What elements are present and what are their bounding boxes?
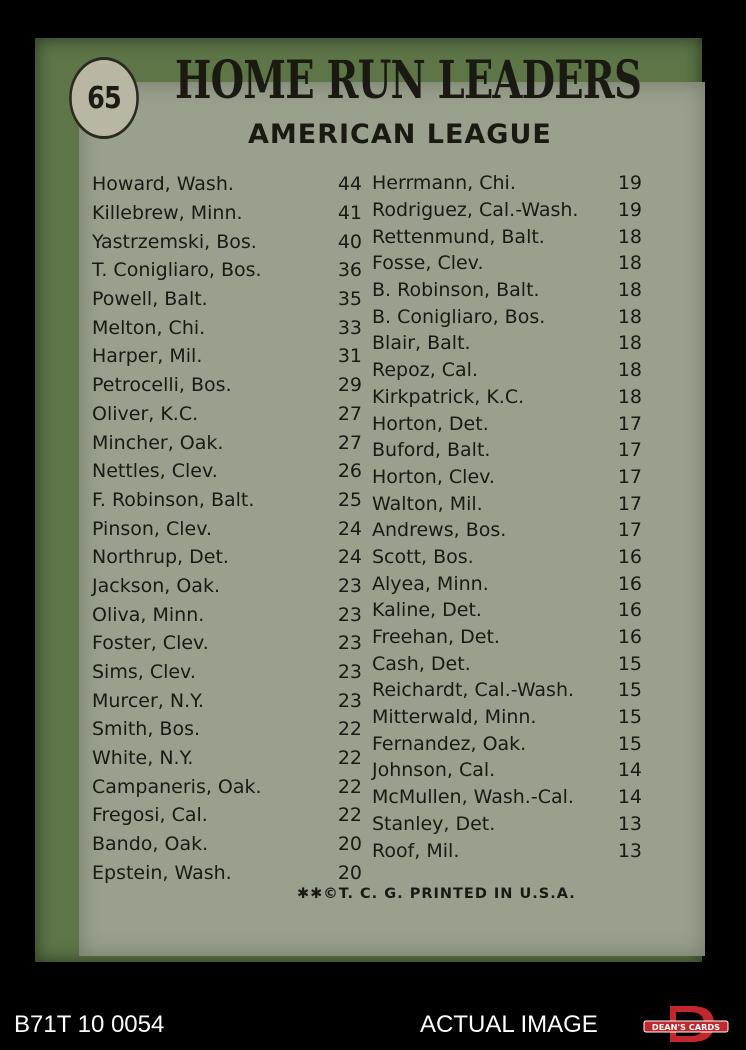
leader-row: [92, 400, 362, 429]
player-name: Oliva, Minn.: [92, 603, 205, 626]
leader-row: [372, 437, 642, 464]
leader-row: [372, 837, 642, 864]
player-name: Fregosi, Cal.: [92, 804, 208, 827]
card-number-badge: [69, 57, 139, 139]
player-name: B. Conigliaro, Bos.: [372, 305, 546, 328]
player-name: Bando, Oak.: [92, 833, 209, 856]
catalog-id: B71T 10 0054: [14, 1011, 165, 1038]
player-name: Fosse, Clev.: [372, 252, 484, 275]
player-name: Yastrzemski, Bos.: [92, 230, 257, 253]
home-run-count: 23: [337, 661, 362, 684]
leader-row: [372, 464, 642, 491]
home-run-count: 24: [337, 517, 362, 540]
home-run-count: 27: [337, 402, 362, 425]
leader-row: [372, 544, 642, 571]
home-run-count: 18: [617, 305, 642, 328]
leader-row: [92, 199, 362, 228]
home-run-count: 20: [337, 861, 362, 884]
home-run-count: 18: [617, 385, 642, 408]
home-run-count: 15: [617, 652, 642, 675]
home-run-count: 13: [617, 839, 642, 862]
home-run-count: 31: [337, 345, 362, 368]
leader-row: [92, 543, 362, 572]
right-leaders-column: [372, 170, 642, 864]
home-run-count: 20: [337, 833, 362, 856]
home-run-count: 17: [617, 465, 642, 488]
player-name: Jackson, Oak.: [92, 574, 220, 597]
home-run-count: 22: [337, 747, 362, 770]
leader-row: [372, 730, 642, 757]
home-run-count: 18: [617, 252, 642, 275]
home-run-count: 14: [617, 759, 642, 782]
leader-row: [372, 490, 642, 517]
leader-row: [372, 597, 642, 624]
home-run-count: 16: [617, 545, 642, 568]
home-run-count: 15: [617, 706, 642, 729]
home-run-count: 16: [617, 572, 642, 595]
player-name: White, N.Y.: [92, 747, 194, 770]
leader-row: [92, 514, 362, 543]
home-run-count: 17: [617, 519, 642, 542]
deans-cards-logo: [640, 1004, 732, 1044]
leader-row: [92, 256, 362, 285]
home-run-count: 23: [337, 603, 362, 626]
player-name: Cash, Det.: [372, 652, 471, 675]
home-run-count: 22: [337, 718, 362, 741]
home-run-count: 14: [617, 786, 642, 809]
dealer-logo-text: DEAN'S CARDS: [651, 1021, 721, 1032]
player-name: Blair, Balt.: [372, 332, 471, 355]
player-name: Sims, Clev.: [92, 661, 196, 684]
home-run-count: 16: [617, 626, 642, 649]
leader-row: [372, 330, 642, 357]
card-number: 65: [87, 80, 121, 116]
leader-row: [92, 457, 362, 486]
leader-row: [92, 830, 362, 859]
player-name: Northrup, Det.: [92, 546, 229, 569]
home-run-count: 15: [617, 732, 642, 755]
player-name: Pinson, Clev.: [92, 517, 213, 540]
player-name: Freehan, Det.: [372, 626, 500, 649]
home-run-count: 44: [337, 173, 362, 196]
leader-row: [372, 784, 642, 811]
player-name: Horton, Clev.: [372, 465, 495, 488]
player-name: Campaneris, Oak.: [92, 775, 262, 798]
home-run-count: 18: [617, 359, 642, 382]
home-run-count: 33: [337, 316, 362, 339]
player-name: F. Robinson, Balt.: [92, 488, 255, 511]
home-run-count: 23: [337, 632, 362, 655]
leader-row: [92, 227, 362, 256]
player-name: McMullen, Wash.-Cal.: [372, 786, 574, 809]
card-subtitle: AMERICAN LEAGUE: [248, 119, 552, 150]
player-name: B. Robinson, Balt.: [372, 279, 540, 302]
player-name: Harper, Mil.: [92, 345, 203, 368]
player-name: Oliver, K.C.: [92, 402, 199, 425]
player-name: Walton, Mil.: [372, 492, 483, 515]
player-name: Stanley, Det.: [372, 812, 496, 835]
leader-row: [372, 303, 642, 330]
leader-row: [92, 772, 362, 801]
player-name: Scott, Bos.: [372, 545, 474, 568]
home-run-count: 16: [617, 599, 642, 622]
player-name: Horton, Det.: [372, 412, 489, 435]
home-run-count: 29: [337, 374, 362, 397]
leader-row: [92, 744, 362, 773]
home-run-count: 18: [617, 279, 642, 302]
home-run-count: 13: [617, 812, 642, 835]
leader-row: [92, 600, 362, 629]
home-run-count: 35: [337, 288, 362, 311]
player-name: Mincher, Oak.: [92, 431, 224, 454]
leader-row: [92, 285, 362, 314]
leader-row: [372, 223, 642, 250]
leader-row: [92, 428, 362, 457]
player-name: Kirkpatrick, K.C.: [372, 385, 525, 408]
player-name: Alyea, Minn.: [372, 572, 489, 595]
leader-row: [92, 686, 362, 715]
leader-row: [372, 357, 642, 384]
home-run-count: 22: [337, 775, 362, 798]
card-title: HOME RUN LEADERS: [175, 50, 642, 111]
home-run-count: 19: [617, 199, 642, 222]
player-name: Repoz, Cal.: [372, 359, 479, 382]
leader-row: [92, 859, 362, 888]
leader-row: [372, 704, 642, 731]
player-name: Melton, Chi.: [92, 316, 206, 339]
actual-image-label: ACTUAL IMAGE: [420, 1011, 598, 1038]
player-name: Fernandez, Oak.: [372, 732, 527, 755]
player-name: Howard, Wash.: [92, 173, 234, 196]
home-run-count: 17: [617, 439, 642, 462]
player-name: Petrocelli, Bos.: [92, 374, 232, 397]
leader-row: [92, 629, 362, 658]
leader-row: [372, 170, 642, 197]
leader-row: [372, 624, 642, 651]
player-name: T. Conigliaro, Bos.: [92, 259, 262, 282]
player-name: Foster, Clev.: [92, 632, 209, 655]
player-name: Epstein, Wash.: [92, 861, 232, 884]
leader-row: [372, 757, 642, 784]
player-name: Kaline, Det.: [372, 599, 482, 622]
player-name: Buford, Balt.: [372, 439, 491, 462]
leader-row: [92, 170, 362, 199]
leader-row: [372, 197, 642, 224]
player-name: Nettles, Clev.: [92, 460, 218, 483]
player-name: Murcer, N.Y.: [92, 689, 204, 712]
player-name: Reichardt, Cal.-Wash.: [372, 679, 575, 702]
home-run-count: 41: [337, 202, 362, 225]
home-run-count: 17: [617, 492, 642, 515]
player-name: Roof, Mil.: [372, 839, 460, 862]
home-run-count: 22: [337, 804, 362, 827]
leader-row: [92, 658, 362, 687]
copyright-line: ✱✱©T. C. G. PRINTED IN U.S.A.: [297, 886, 576, 902]
leader-row: [372, 384, 642, 411]
leader-row: [92, 342, 362, 371]
home-run-count: 25: [337, 488, 362, 511]
leader-row: [372, 410, 642, 437]
leader-row: [372, 650, 642, 677]
home-run-count: 26: [337, 460, 362, 483]
home-run-count: 40: [337, 230, 362, 253]
leader-row: [372, 811, 642, 838]
home-run-count: 18: [617, 332, 642, 355]
home-run-count: 36: [337, 259, 362, 282]
leader-row: [372, 277, 642, 304]
leader-row: [92, 371, 362, 400]
player-name: Johnson, Cal.: [372, 759, 496, 782]
leader-row: [92, 801, 362, 830]
player-name: Herrmann, Chi.: [372, 172, 516, 195]
home-run-count: 17: [617, 412, 642, 435]
leader-row: [92, 313, 362, 342]
home-run-count: 24: [337, 546, 362, 569]
home-run-count: 19: [617, 172, 642, 195]
home-run-count: 18: [617, 225, 642, 248]
leader-row: [372, 677, 642, 704]
player-name: Rettenmund, Balt.: [372, 225, 545, 248]
leader-row: [92, 572, 362, 601]
player-name: Killebrew, Minn.: [92, 202, 243, 225]
left-leaders-column: [92, 170, 362, 887]
leader-row: [372, 250, 642, 277]
leader-row: [372, 570, 642, 597]
leader-row: [92, 715, 362, 744]
home-run-count: 23: [337, 574, 362, 597]
leader-row: [92, 486, 362, 515]
player-name: Mitterwald, Minn.: [372, 706, 537, 729]
leader-row: [372, 517, 642, 544]
player-name: Powell, Balt.: [92, 288, 208, 311]
home-run-count: 23: [337, 689, 362, 712]
home-run-count: 27: [337, 431, 362, 454]
player-name: Andrews, Bos.: [372, 519, 507, 542]
player-name: Smith, Bos.: [92, 718, 201, 741]
player-name: Rodriguez, Cal.-Wash.: [372, 199, 579, 222]
home-run-count: 15: [617, 679, 642, 702]
